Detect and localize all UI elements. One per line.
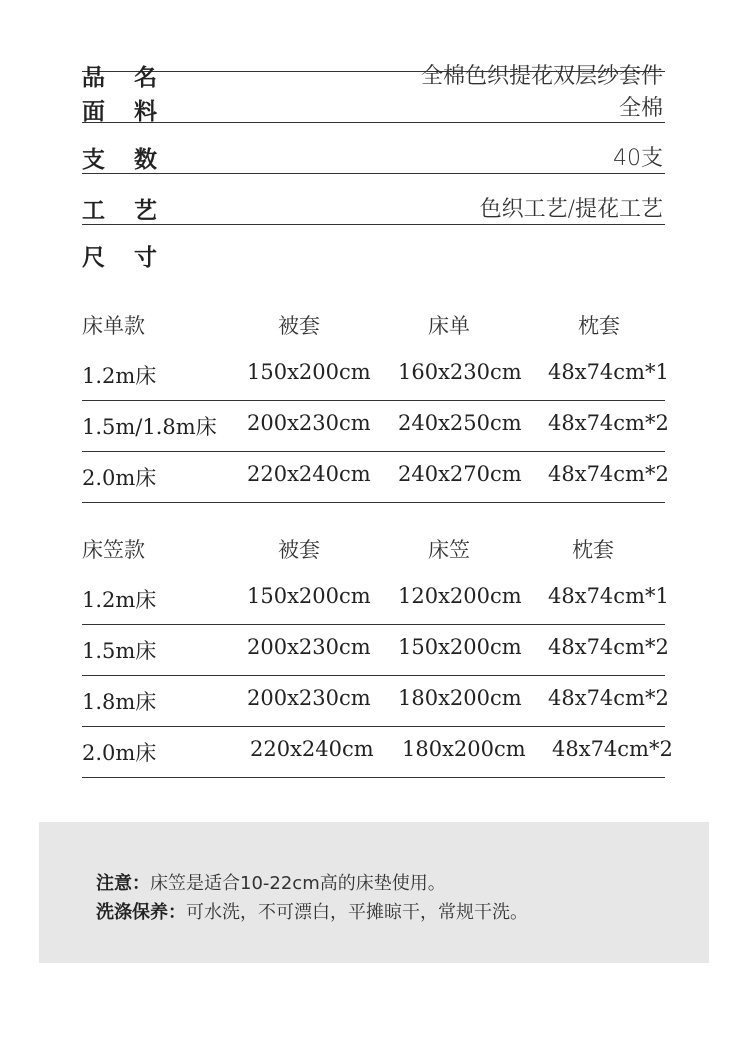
spec-row-count [82,123,665,174]
spec-row-fabric [82,72,665,123]
table-cell: 48x74cm*2 [548,462,669,486]
table-cell: 2.0m床 [82,741,157,765]
sheet-size-table [82,300,669,503]
table-header-row [82,524,665,574]
table-row [82,625,669,676]
table-cell: 1.2m床 [82,364,157,388]
table-header-cell: 枕套 [578,314,620,338]
care-text: 可水洗，不可漂白，平摊晾干，常规干洗。 [186,902,528,923]
table-cell: 1.5m/1.8m床 [82,415,217,439]
spec-label [82,93,157,126]
spec-label-char: 面 [82,99,105,125]
spec-row-name [82,21,665,91]
table-cell: 150x200cm [398,635,522,659]
spec-value: 40支 [613,146,663,171]
table-cell: 200x230cm [247,635,371,659]
care-notes-box [39,822,709,963]
table-cell: 1.2m床 [82,588,157,612]
table-cell: 48x74cm*2 [552,737,673,761]
spec-label [82,141,157,174]
table-header-cell: 枕套 [572,538,614,562]
spec-label [82,239,157,272]
table-header-row [82,300,665,350]
spec-label-char: 品 [82,65,105,91]
spec-value: 色织工艺/提花工艺 [479,197,663,222]
spec-label [82,192,157,225]
table-cell: 2.0m床 [82,466,157,490]
spec-label-char: 工 [82,198,105,224]
table-header-cell: 被套 [278,538,320,562]
table-cell: 220x240cm [247,462,371,486]
spec-value: 全棉 [618,96,663,121]
spec-row-craft [82,174,665,225]
table-row [82,727,673,778]
table-header-cell: 床单 [428,314,470,338]
table-header-cell: 床单款 [82,314,145,338]
table-row [82,574,669,625]
table-cell: 150x200cm [247,584,371,608]
spec-label-char: 艺 [134,198,157,224]
table-row [82,452,669,503]
spec-row-size [82,225,665,275]
spec-label-char: 料 [134,99,157,125]
spec-label-char: 尺 [82,245,105,271]
table-header-cell: 被套 [278,314,320,338]
spec-value: 全棉色织提花双层纱套件 [420,64,663,89]
notice-text: 床笠是适合10-22cm高的床垫使用。 [150,873,446,894]
table-cell: 150x200cm [247,360,371,384]
table-cell: 240x250cm [398,411,522,435]
table-cell: 48x74cm*2 [548,411,669,435]
table-cell: 120x200cm [398,584,522,608]
spec-label-char: 数 [134,147,157,173]
notice-line [96,869,446,895]
table-cell: 180x200cm [398,686,522,710]
table-cell: 1.5m床 [82,639,157,663]
table-cell: 1.8m床 [82,690,157,714]
table-cell: 240x270cm [398,462,522,486]
table-cell: 220x240cm [250,737,374,761]
table-row [82,350,669,401]
notice-label: 注意： [96,873,150,894]
table-cell: 200x230cm [247,686,371,710]
spec-label-char: 寸 [134,245,157,271]
spec-label-char: 名 [134,65,157,91]
table-cell: 160x230cm [398,360,522,384]
table-cell: 48x74cm*1 [548,360,669,384]
table-cell: 48x74cm*1 [548,584,669,608]
table-cell: 180x200cm [402,737,526,761]
table-cell: 200x230cm [247,411,371,435]
spec-label-char: 支 [82,147,105,173]
table-cell: 48x74cm*2 [548,686,669,710]
care-line [96,898,528,924]
table-header-cell: 床笠款 [82,538,145,562]
table-row [82,401,669,452]
table-row [82,676,669,727]
care-label: 洗涤保养： [96,902,186,923]
table-header-cell: 床笠 [428,538,470,562]
fitted-size-table [82,524,673,778]
table-cell: 48x74cm*2 [548,635,669,659]
